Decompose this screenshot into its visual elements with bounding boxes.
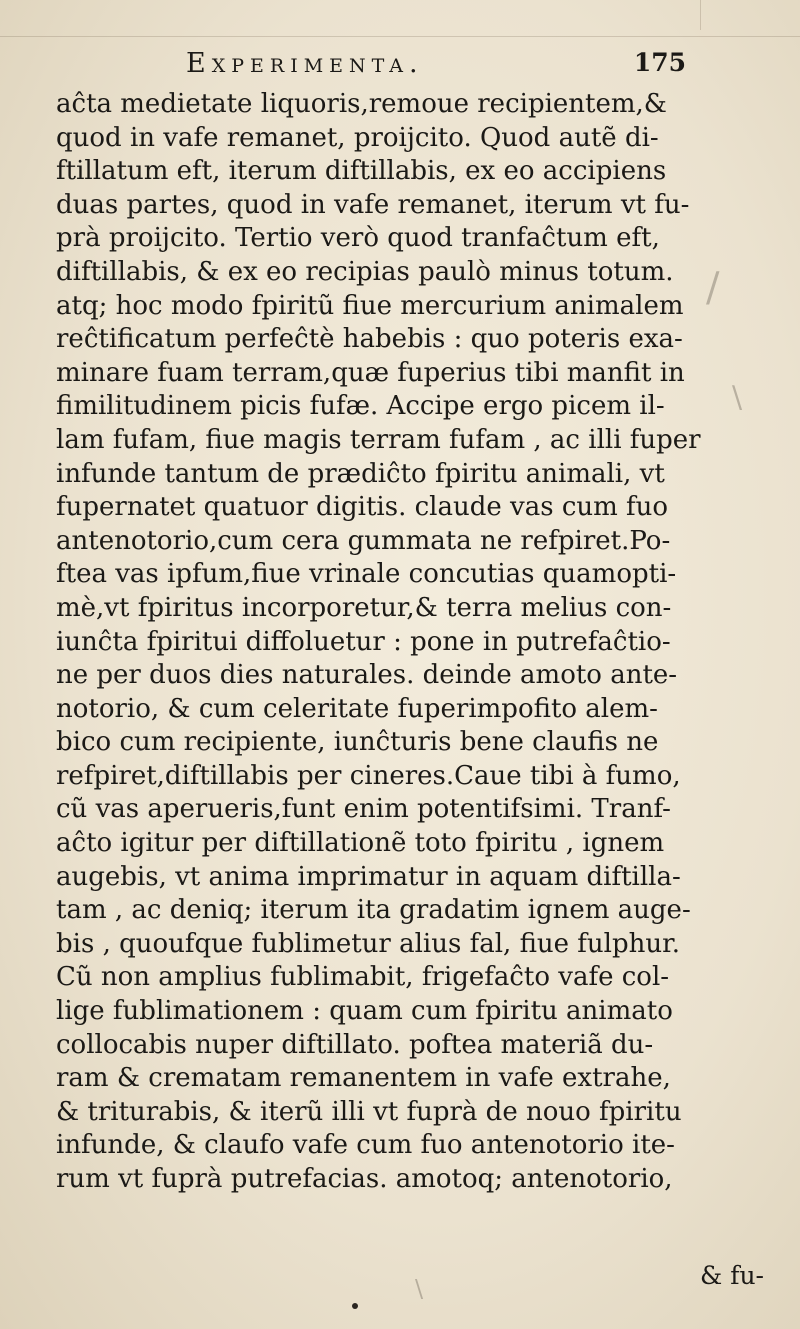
ink-speck — [352, 1303, 358, 1309]
text-line: ram & crematam remanentem in vafe extrahe, — [56, 1063, 671, 1094]
text-line: fimilitudinem picis fufæ. Accipe ergo picem il- — [56, 391, 665, 422]
text-line: iunĉta fpiritui diffoluetur : pone in putrefaĉtio- — [56, 626, 671, 657]
text-line: quod in vafe remanet, proijcito. Quod autẽ di- — [56, 122, 659, 153]
text-line: lige fublimationem : quam cum fpiritu animato — [56, 996, 673, 1027]
show-through-mark: \ — [415, 1275, 424, 1303]
show-through-mark: / — [706, 265, 720, 311]
text-line: aĉta medietate liquoris,remoue recipientem,& — [56, 89, 667, 119]
text-line: infunde tantum de prædiĉto fpiritu animali, vt — [56, 458, 665, 489]
text-line: rum vt fuprà putrefacias. amotoq; antenotorio, — [56, 1164, 673, 1194]
text-line: cũ vas aperueris,funt enim potentifsimi. Tranf- — [56, 794, 671, 825]
text-line: fupernatet quatuor digitis. claude vas cum fuo — [56, 492, 669, 523]
text-line: minare fuam terram,quæ fuperius tibi manfit in — [56, 357, 685, 388]
running-head: Experimenta. — [186, 48, 424, 79]
text-line: aĉto igitur per diftillationẽ toto fpiritu , ignem — [56, 828, 665, 859]
show-through-mark: \ — [732, 380, 743, 415]
text-line: augebis, vt anima imprimatur in aquam diftilla- — [56, 861, 681, 892]
text-line: & triturabis, & iterũ illi vt fuprà de nouo fpiritu — [56, 1096, 682, 1127]
text-line: Cũ non amplius fublimabit, frigefaĉto vafe col- — [56, 962, 670, 993]
text-line: refpiret,diftillabis per cineres.Caue tibi à fumo, — [56, 760, 681, 791]
text-line: notorio, & cum celeritate fuperimpofito alem- — [56, 693, 658, 724]
text-line: collocabis nuper diftillato. poftea materiã du- — [56, 1029, 654, 1060]
text-line: bis , quoufque fublimetur alius fal, fiue fulphur. — [56, 928, 680, 959]
text-line: infunde, & claufo vafe cum fuo antenotorio ite- — [56, 1130, 675, 1161]
text-line: lam fufam, fiue magis terram fufam , ac illi fuper — [56, 424, 701, 455]
text-line: prà proijcito. Tertio verò quod tranfaĉtum eft, — [56, 223, 660, 254]
text-line: atq; hoc modo fpiritũ fiue mercurium animalem — [56, 290, 684, 321]
text-line: ne per duos dies naturales. deinde amoto ante- — [56, 660, 678, 691]
text-line: reĉtificatum perfeĉtè habebis : quo poteris exa- — [56, 324, 683, 355]
page-edge-mark — [700, 0, 701, 30]
catchword: & fu- — [700, 1261, 765, 1290]
body-text — [56, 88, 756, 1197]
text-line: tam , ac deniq; iterum ita gradatim ignem auge- — [56, 895, 691, 926]
text-line: diftillabis, & ex eo recipias paulò minus totum. — [56, 256, 674, 287]
text-line: mè,vt fpiritus incorporetur,& terra melius con- — [56, 592, 672, 623]
page-header — [186, 48, 686, 88]
text-line: ftillatum eft, iterum diftillabis, ex eo accipiens — [56, 156, 667, 187]
page-number: 175 — [633, 48, 686, 77]
text-line: duas partes, quod in vafe remanet, iterum vt fu- — [56, 189, 690, 220]
text-line: ftea vas ipfum,fiue vrinale concutias quamopti- — [56, 559, 677, 590]
fold-crease — [0, 36, 800, 37]
text-line: antenotorio,cum cera gummata ne refpiret.Po- — [56, 525, 671, 556]
text-line: bico cum recipiente, iunĉturis bene claufis ne — [56, 727, 659, 758]
